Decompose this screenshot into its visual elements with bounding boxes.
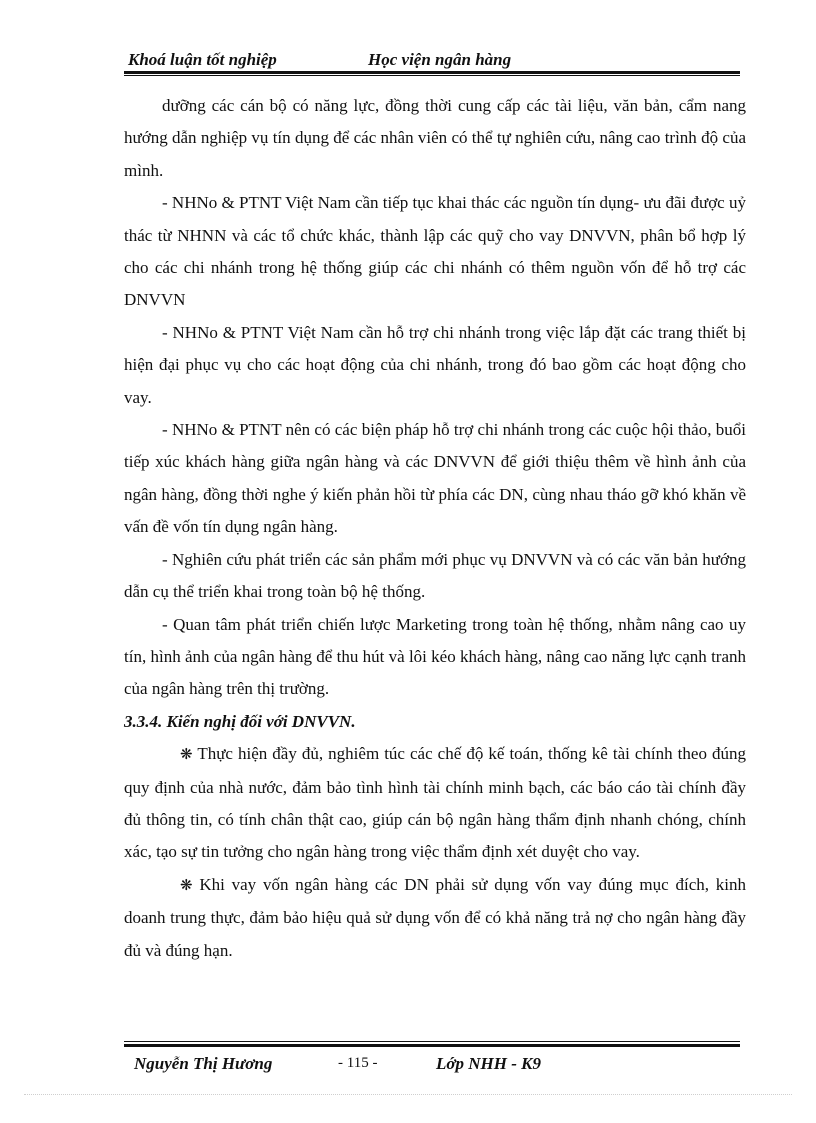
paragraph-new-products: - Nghiên cứu phát triển các sản phẩm mới phục vụ DNVVN và có các văn bản hướng dẫn cụ thể triển khai trong toàn bộ hệ thống. bbox=[124, 549, 746, 602]
header-rule-thin bbox=[124, 75, 740, 76]
page-header bbox=[124, 50, 740, 72]
bullet-mark-icon: ❋ bbox=[180, 747, 193, 764]
paragraph-marketing: - Quan tâm phát triển chiến lược Marketing trong toàn hệ thống, nhằm nâng cao uy tín, hình ảnh của ngân hàng để thu hút và lôi kéo khách hàng, nâng cao năng lực cạnh tranh của ngân hàng trên thị trường. bbox=[124, 614, 746, 699]
page-bottom-divider bbox=[24, 1094, 792, 1095]
paragraph-accounting bbox=[124, 738, 746, 869]
page-body bbox=[124, 90, 746, 967]
bullet-mark-icon: ❋ bbox=[180, 877, 193, 894]
paragraph-training: dưỡng các cán bộ có năng lực, đồng thời cung cấp các tài liệu, văn bản, cẩm nang hướng dẫn nghiệp vụ tín dụng để các nhân viên có thể tự nghiên cứu, nâng cao trình độ của mình. bbox=[124, 96, 746, 180]
footer-page-number: - 115 - bbox=[338, 1055, 378, 1071]
paragraph-loan-usage-text: Khi vay vốn ngân hàng các DN phải sử dụng vốn vay đúng mục đích, kinh doanh trung thực, đảm bảo hiệu quả sử dụng vốn để có khả năng trả nợ cho ngân hàng đầy đủ và đúng hạn. bbox=[124, 874, 746, 960]
paragraph-conferences: - NHNo & PTNT nên có các biện pháp hỗ trợ chi nhánh trong các cuộc hội thảo, buổi tiếp xúc khách hàng giữa ngân hàng và các DNVVN để giới thiệu thêm về hình ảnh của ngân hàng, đồng thời nghe ý kiến phản hồi từ phía các DN, cùng nhau tháo gỡ khó khăn về vấn đề vốn tín dụng ngân hàng. bbox=[124, 420, 746, 537]
header-institution: Học viện ngân hàng bbox=[368, 50, 512, 69]
paragraph-equipment: - NHNo & PTNT Việt Nam cần hỗ trợ chi nhánh trong việc lắp đặt các trang thiết bị hiện đại phục vụ cho các hoạt động của chi nhánh, trong đó bao gồm các hoạt động cho vay. bbox=[124, 322, 746, 407]
paragraph-credit-sources: - NHNo & PTNT Việt Nam cần tiếp tục khai thác các nguồn tín dụng- ưu đãi được uỷ thác từ NHNN và các tổ chức khác, thành lập các quỹ cho vay DNVVN, phân bổ hợp lý cho các chi nhánh trong hệ thống giúp các chi nhánh có thêm nguồn vốn để hỗ trợ các DNVVN bbox=[124, 193, 746, 310]
footer-rule-thick bbox=[124, 1044, 740, 1047]
footer-class: Lớp NHH - K9 bbox=[436, 1054, 541, 1073]
footer-rule-thin bbox=[124, 1041, 740, 1042]
paragraph-loan-usage bbox=[124, 869, 746, 967]
page-footer bbox=[124, 1054, 744, 1078]
paragraph-accounting-text: Thực hiện đầy đủ, nghiêm túc các chế độ kế toán, thống kê tài chính theo đúng quy định của nhà nước, đảm bảo tình hình tài chính minh bạch, các báo cáo tài chính đầy đủ thông tin, có tính chân thật cao, giúp cán bộ ngân hàng thẩm định nhanh chóng, chính xác, tạo sự tin tưởng cho ngân hàng trong việc thẩm định xét duyệt cho vay. bbox=[124, 744, 746, 862]
header-rule-thick bbox=[124, 71, 740, 74]
section-heading: 3.3.4. Kiến nghị đối với DNVVN. bbox=[124, 711, 356, 731]
header-thesis-title: Khoá luận tốt nghiệp bbox=[128, 50, 277, 69]
footer-author: Nguyễn Thị Hương bbox=[134, 1054, 273, 1073]
